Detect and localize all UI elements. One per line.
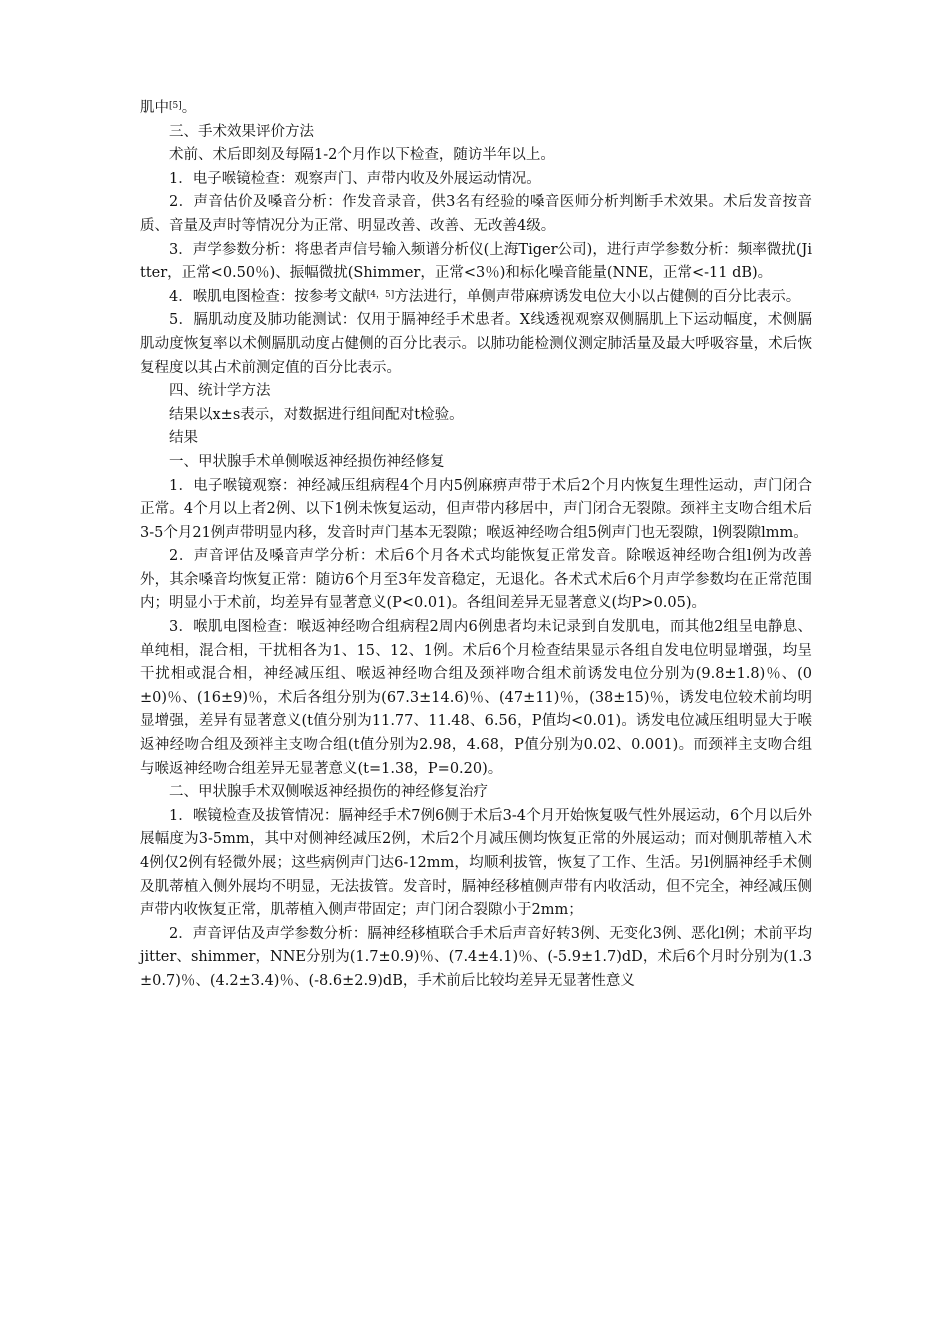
paragraph-text: 肌中 [140,100,169,116]
section-heading: 二、甲状腺手术双侧喉返神经损伤的神经修复治疗 [169,784,488,801]
citation-ref: [5] [169,100,182,111]
paragraph: 1．喉镜检查及拔管情况：膈神经手术7例6侧于术后3-4个月开始恢复吸气性外展运动，6个月以后外展幅度为3-5mm，其中对侧神经减压2例，术后2个月减压侧均恢复正常的外展运动；而对侧肌蒂植入术4例仅2例有轻微外展；这些病例声门达6-12mm，均顺利拔管，恢复了工作、生活。另l例膈神经手术侧及肌蒂植入侧外展均不明显，无法拔管。发音时，膈神经移植侧声带有内收活动，但不完全，神经减压侧声带内收恢复正常，肌蒂植入侧声带固定；声门闭合裂隙小于2mm； [140,807,812,919]
paragraph: 2．声音评估及声学参数分析：膈神经移植联合手术后声音好转3例、无变化3例、恶化l例；术前平均jitter、shimmer，NNE分别为(1.7±0.9)％、(7.4±4.1)％、(-5.9±1.7)dD，术后6个月时分别为(1.3±0.7)％、(4.2±3.4)％、(-8.6±2.9)dB，手术前后比较均差异无显著性意义 [140,925,812,989]
paragraph: 3．声学参数分析：将患者声信号输入频谱分析仪(上海Tiger公司)，进行声学参数分析：频率微扰(Jitter，正常<0.50％)、振幅微扰(Shimmer，正常<3％)和标化噪音能量(NNE，正常<-11 dB)。 [140,241,812,282]
section-heading: 结果 [169,430,198,447]
section-heading: 三、手术效果评价方法 [169,123,314,140]
paragraph: 1．电子喉镜检查：观察声门、声带内收及外展运动情况。 [169,170,541,187]
section-heading: 一、甲状腺手术单侧喉返神经损伤神经修复 [169,453,445,470]
paragraph: 5．膈肌动度及肺功能测试：仅用于膈神经手术患者。X线透视观察双侧膈肌上下运动幅度，术侧膈肌动度恢复率以术侧膈肌动度占健侧的百分比表示。以肺功能检测仪测定肺活量及最大呼吸容量，术后恢复程度以其占术前测定值的百分比表示。 [140,312,812,376]
paragraph: 术前、术后即刻及每隔1-2个月作以下检查，随访半年以上。 [169,147,555,164]
paragraph-text: 方法进行，单侧声带麻痹诱发电位大小以占健侧的百分比表示。 [394,288,801,305]
document-body [140,97,812,994]
paragraph: 1．电子喉镜观察：神经减压组病程4个月内5例麻痹声带于术后2个月内恢复生理性运动，声门闭合正常。4个月以上者2例、以下1例未恢复运动，但声带内移居中，声门闭合无裂隙。颈袢主支吻合组术后3-5个月21例声带明显内移，发音时声门基本无裂隙；喉返神经吻合组5例声门也无裂隙，l例裂隙lmm。 [140,477,812,541]
citation-ref: [4，5] [366,289,395,300]
section-heading: 四、统计学方法 [169,383,271,400]
paragraph [140,97,812,121]
paragraph: 2．声音估价及嗓音分析：作发音录音，供3名有经验的嗓音医师分析判断手术效果。术后发音按音质、音量及声时等情况分为正常、明显改善、改善、无改善4级。 [140,194,812,234]
paragraph-text: 。 [181,100,197,116]
paragraph: 2．声音评估及嗓音声学分析：术后6个月各术式均能恢复正常发音。除喉返神经吻合组l例为改善外，其余嗓音均恢复正常：随访6个月至3年发音稳定，无退化。各术式术后6个月声学参数均在正常范围内；明显小于术前，均差异有显著意义(P<0.01)。各组间差异无显著意义(均P>0.05)。 [140,548,812,612]
paragraph: 结果以x±s表示，对数据进行组间配对t检验。 [169,406,464,423]
paragraph: 3．喉肌电图检查：喉返神经吻合组病程2周内6例患者均未记录到自发肌电，而其他2组呈电静息、单纯相，混合相，干扰相各为1、15、12、1例。术后6个月检查结果显示各组自发电位明显增强，均呈干扰相或混合相，神经减压组、喉返神经吻合组及颈袢吻合组术前诱发电位分别为(9.8±1.8)％、(0±0)％、(16±9)％，术后各组分别为(67.3±14.6)％、(47±11)％，(38±15)％，诱发电位较术前均明显增强，差异有显著意义(t值分别为11.77、11.48、6.56，P值均<0.01)。诱发电位减压组明显大于喉返神经吻合组及颈袢主支吻合组(t值分别为2.98，4.68，P值分别为0.02、0.001)。而颈袢主支吻合组与喉返神经吻合组差异无显著意义(t=1.38，P=0.20)。 [140,619,812,777]
paragraph-text: 4．喉肌电图检查：按参考文献 [169,288,367,305]
paragraph [140,286,812,310]
